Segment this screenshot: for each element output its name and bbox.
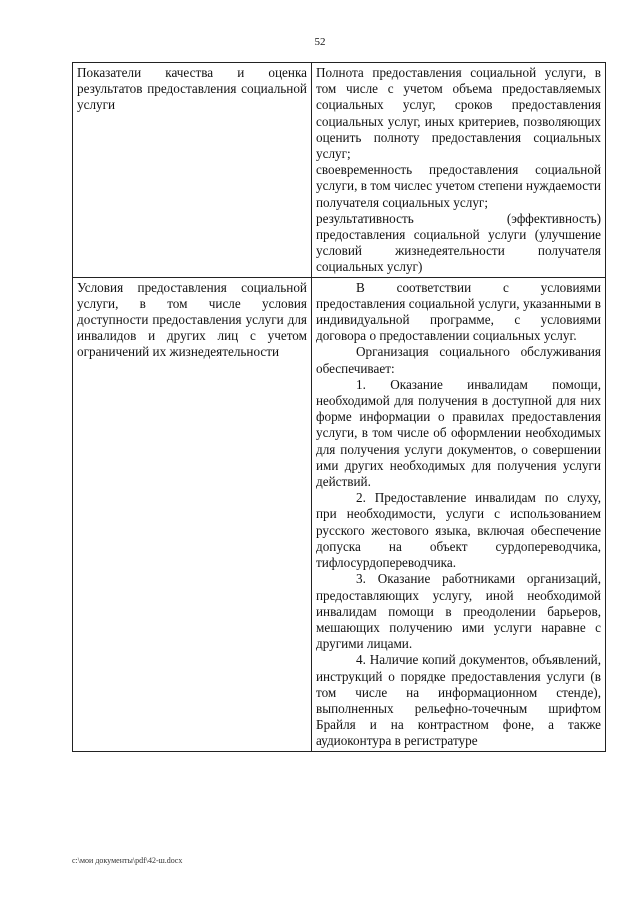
paragraph: результативность (эффективность) предоставления социальной услуги (улучшение условий жизнедеятельности получателя социальных услуг) xyxy=(316,210,601,275)
list-item: 1. Оказание инвалидам помощи, необходимой для получения в доступной для них форме информации о правилах предоставления услуги, в том числе об оформлении необходимых для получения услуги документов, о совершении ими других необходимых для получения услуги действий. xyxy=(316,376,601,490)
service-conditions-content xyxy=(312,277,606,751)
paragraph: своевременность предоставления социальной услуги, в том числес учетом степени нуждаемости получателя социальных услуг; xyxy=(316,162,601,210)
footer-file-path: c:\мои документы\pdf\42-ш.docx xyxy=(72,856,183,865)
table-row xyxy=(73,63,606,278)
list-item: 3. Оказание работниками организаций, предоставляющих услугу, иной необходимой инвалидам помощи в преодолении барьеров, мешающих получению ими услуги наравне с другими лицами. xyxy=(316,571,601,652)
paragraph: В соответствии с условиями предоставления социальной услуги, указанными в индивидуальной программе, с условиями договора о предоставлении социальных услуг. xyxy=(316,279,601,344)
list-item: 2. Предоставление инвалидам по слуху, при необходимости, услуги с использованием русского жестового языка, включая обеспечение допуска на объект сурдопереводчика, тифлосурдопереводчика. xyxy=(316,490,601,571)
service-table xyxy=(72,62,606,752)
service-conditions-label: Условия предоставления социальной услуги, в том числе условия доступности предоставления услуги для инвалидов и других лиц с учетом ограничений их жизнедеятельности xyxy=(73,277,312,751)
paragraph: Полнота предоставления социальной услуги, в том числе с учетом объема предоставляемых социальных услуг, сроков предоставления социальных услуг, иных критериев, позволяющих оценить полноту предоставления социальных услуг; xyxy=(316,65,601,162)
page-number: 52 xyxy=(314,36,326,48)
list-item: 4. Наличие копий документов, объявлений, инструкций о порядке предоставления услуги (в том числе на информационном стенде), выполненных рельефно-точечным шрифтом Брайля и на контрастном фоне, а также аудиоконтура в регистратуре xyxy=(316,652,601,749)
quality-indicators-content xyxy=(312,63,606,278)
quality-indicators-label: Показатели качества и оценка результатов предоставления социальной услуги xyxy=(73,63,312,278)
table-row xyxy=(73,277,606,751)
paragraph: Организация социального обслуживания обеспечивает: xyxy=(316,344,601,376)
